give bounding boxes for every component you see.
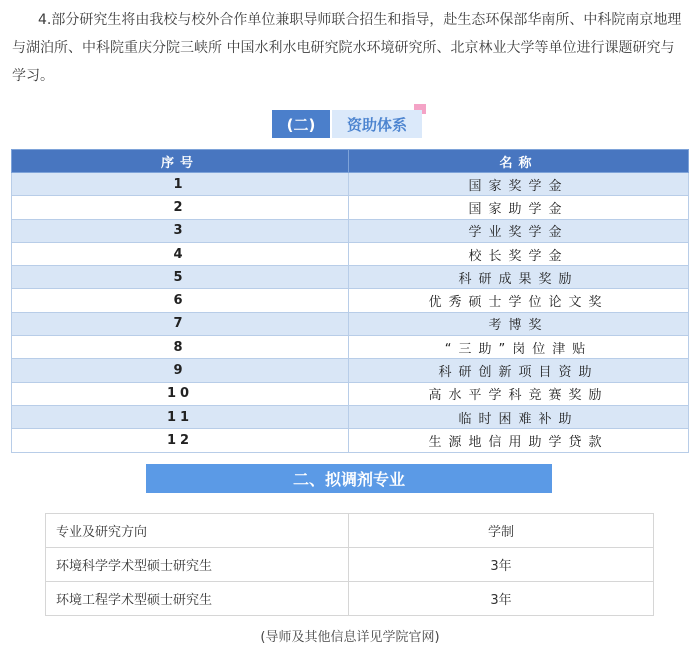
row-name: 学业奖学金 — [349, 219, 689, 242]
row-name: 科研成果奖励 — [349, 266, 689, 289]
row-index: 7 — [12, 312, 349, 335]
row-name: 科研创新项目资助 — [349, 359, 689, 382]
table-row — [12, 173, 689, 196]
row-index: 2 — [12, 196, 349, 219]
table-row — [12, 289, 689, 312]
footnote: (导师及其他信息详见学院官网) — [260, 630, 440, 645]
row-name: 校长奖学金 — [349, 242, 689, 265]
row-name: 国家助学金 — [349, 196, 689, 219]
table-row — [12, 266, 689, 289]
header-index: 序号 — [12, 150, 349, 173]
table-row — [46, 548, 654, 582]
table-row — [12, 312, 689, 335]
row-index: 12 — [12, 429, 349, 452]
header-major: 专业及研究方向 — [46, 514, 349, 548]
row-duration: 3年 — [349, 582, 654, 616]
header-name: 名称 — [349, 150, 689, 173]
section-banner-majors: 二、拟调剂专业 — [146, 464, 552, 493]
table-row — [12, 219, 689, 242]
row-name: 考博奖 — [349, 312, 689, 335]
table-row — [12, 196, 689, 219]
row-index: 3 — [12, 219, 349, 242]
row-index: 10 — [12, 382, 349, 405]
table-header-row — [12, 150, 689, 173]
section-number-tag: (二) — [272, 110, 330, 138]
row-major: 环境工程学术型硕士研究生 — [46, 582, 349, 616]
section-title: 资助体系 — [332, 110, 422, 138]
row-name: 国家奖学金 — [349, 173, 689, 196]
table-row — [12, 382, 689, 405]
row-duration: 3年 — [349, 548, 654, 582]
table-row — [12, 405, 689, 428]
table-row — [12, 429, 689, 452]
row-index: 8 — [12, 336, 349, 359]
row-name: 生源地信用助学贷款 — [349, 429, 689, 452]
intro-paragraph: 4.部分研究生将由我校与校外合作单位兼职导师联合招生和指导，赴生态环保部华南所、中科院南京地理与湖泊所、中科院重庆分院三峡所 中国水利水电研究院水环境研究所、北京林业大学等单位进行课题研究与学习。 — [12, 12, 682, 84]
row-index: 9 — [12, 359, 349, 382]
majors-table — [45, 513, 654, 616]
row-index: 5 — [12, 266, 349, 289]
row-name: “三助”岗位津贴 — [349, 336, 689, 359]
table-row — [12, 336, 689, 359]
row-index: 6 — [12, 289, 349, 312]
row-name: 优秀硕士学位论文奖 — [349, 289, 689, 312]
row-index: 1 — [12, 173, 349, 196]
section-heading-funding — [272, 104, 428, 140]
table-row — [12, 242, 689, 265]
row-major: 环境科学学术型硕士研究生 — [46, 548, 349, 582]
table-header-row — [46, 514, 654, 548]
row-index: 4 — [12, 242, 349, 265]
table-row — [46, 582, 654, 616]
row-index: 11 — [12, 405, 349, 428]
row-name: 高水平学科竞赛奖励 — [349, 382, 689, 405]
funding-table — [11, 149, 689, 453]
row-name: 临时困难补助 — [349, 405, 689, 428]
table-row — [12, 359, 689, 382]
header-duration: 学制 — [349, 514, 654, 548]
